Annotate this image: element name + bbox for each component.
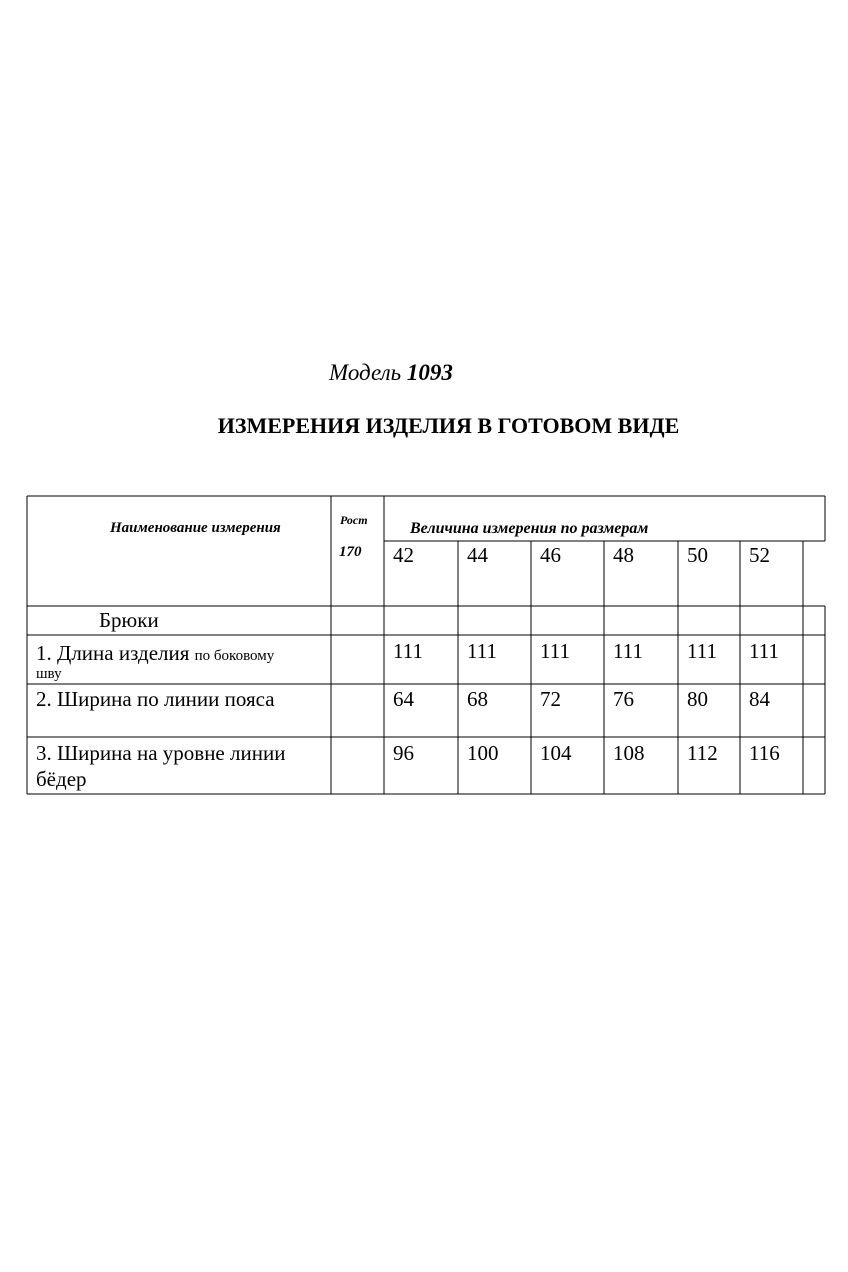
table-cell: 108 [613, 741, 645, 765]
table-cell: 111 [467, 639, 497, 663]
table-cell: 116 [749, 741, 780, 765]
table-cell: 111 [540, 639, 570, 663]
table-cell: 111 [613, 639, 643, 663]
size-header: 44 [467, 543, 488, 567]
size-header: 42 [393, 543, 414, 567]
row-label-main: 1. Длина изделия [36, 641, 190, 665]
table-cell: 84 [749, 687, 770, 711]
table-cell: 96 [393, 741, 414, 765]
table-cell: 64 [393, 687, 414, 711]
row-label: 2. Ширина по линии пояса [36, 687, 275, 711]
table-cell: 104 [540, 741, 572, 765]
size-header: 52 [749, 543, 770, 567]
row-label-note-continued: шву [36, 666, 62, 682]
table-cell: 112 [687, 741, 718, 765]
row-label [36, 643, 274, 664]
header-sizes-label: Величина измерения по размерам [410, 520, 649, 537]
model-line [329, 360, 453, 386]
model-prefix: Модель [329, 360, 402, 385]
size-header: 46 [540, 543, 561, 567]
table-cell: 111 [749, 639, 779, 663]
table-cell: 68 [467, 687, 488, 711]
table-cell: 80 [687, 687, 708, 711]
section-label: Брюки [99, 608, 159, 632]
table-cell: 76 [613, 687, 634, 711]
document-title: ИЗМЕРЕНИЯ ИЗДЕЛИЯ В ГОТОВОМ ВИДЕ [217, 413, 680, 438]
header-measurement-name: Наименование измерения [110, 520, 281, 536]
table-cell: 72 [540, 687, 561, 711]
row-label-continued: бёдер [36, 767, 87, 791]
size-header: 48 [613, 543, 634, 567]
header-height-label: Рост [340, 513, 368, 527]
row-label: 3. Ширина на уровне линии [36, 741, 286, 765]
model-number: 1093 [406, 360, 453, 385]
table-cell: 111 [393, 639, 423, 663]
size-header: 50 [687, 543, 708, 567]
table-cell: 100 [467, 741, 499, 765]
table-cell: 111 [687, 639, 717, 663]
row-label-note: по боковому [194, 648, 275, 664]
header-height-value: 170 [339, 544, 362, 560]
